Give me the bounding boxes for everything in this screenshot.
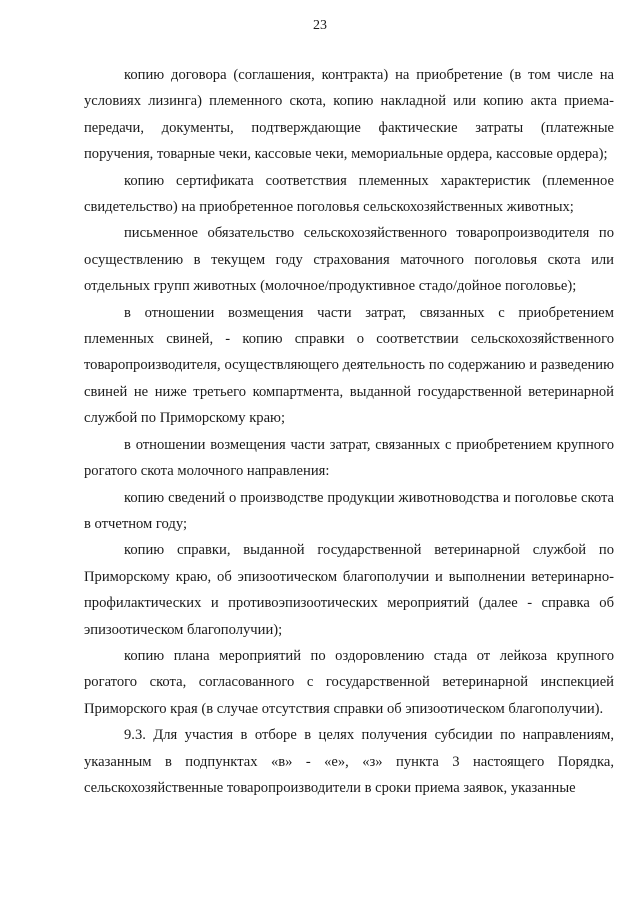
page-number: 23 bbox=[313, 18, 327, 33]
document-body bbox=[84, 62, 614, 801]
paragraph: копию сведений о производстве продукции животноводства и поголовье скота в отчетном году; bbox=[84, 489, 614, 532]
paragraph: 9.3. Для участия в отборе в целях получения субсидии по направлениям, указанным в подпунктах «в» - «е», «з» пункта 3 настоящего Порядка, сельскохозяйственные товаропроизводители в сроки приема заявок, указанные bbox=[84, 727, 614, 796]
paragraph: письменное обязательство сельскохозяйственного товаропроизводителя по осуществлению в текущем году страхования маточного поголовья скота или отдельных групп животных (молочное/продуктивное стадо/дойное поголовье); bbox=[84, 225, 614, 295]
paragraph: копию договора (соглашения, контракта) на приобретение (в том числе на условиях лизинга) племенного скота, копию накладной или копию акта приема-передачи, документы, подтверждающие фактические затраты (платежные поручения, товарные чеки, кассовые чеки, мемориальные ордера, кассовые ордера); bbox=[84, 67, 614, 163]
paragraph: в отношении возмещения части затрат, связанных с приобретением племенных свиней, - копию справки о соответствии сельскохозяйственного товаропроизводителя, осуществляющего деятельность по содержанию и разведению свиней не ниже третьего компартмента, выданной государственной ветеринарной службой по Приморскому краю; bbox=[84, 304, 614, 427]
paragraph: копию плана мероприятий по оздоровлению стада от лейкоза крупного рогатого скота, согласованного с государственной ветеринарной инспекцией Приморского края (в случае отсутствия справки об эпизоотическом благополучии). bbox=[84, 647, 614, 717]
paragraph: в отношении возмещения части затрат, связанных с приобретением крупного рогатого скота молочного направления: bbox=[84, 436, 614, 480]
paragraph: копию справки, выданной государственной ветеринарной службой по Приморскому краю, об эпизоотическом благополучии и выполнении ветеринарно-профилактических и противоэпизоотических мероприятий (далее - справка об эпизоотическом благополучии); bbox=[84, 542, 614, 638]
paragraph: копию сертификата соответствия племенных характеристик (племенное свидетельство) на приобретенное поголовья сельскохозяйственных животных; bbox=[84, 172, 614, 216]
